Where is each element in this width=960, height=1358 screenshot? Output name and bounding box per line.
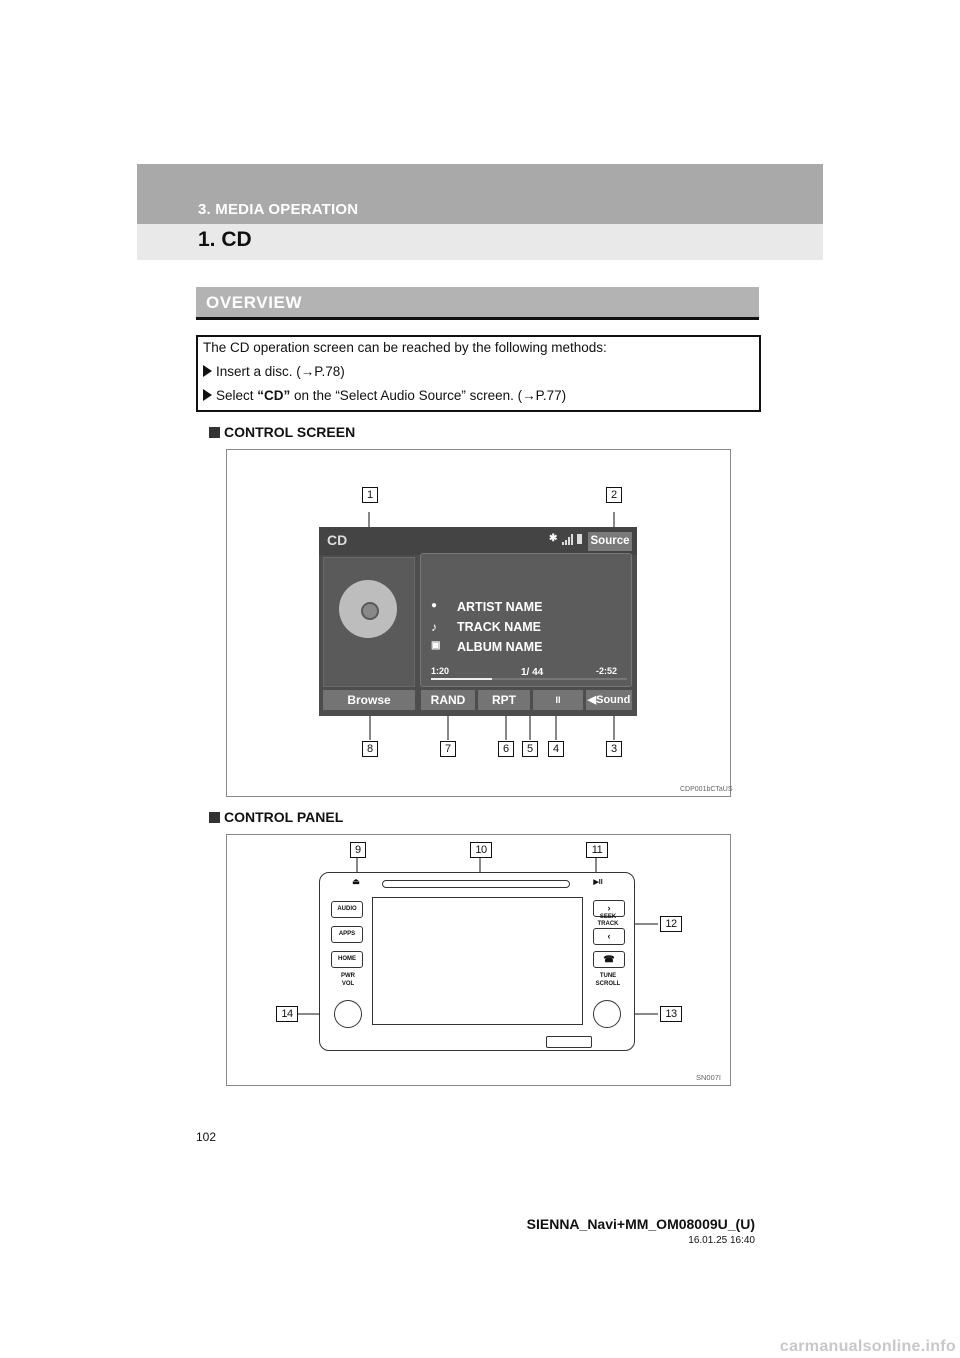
seek-label: SEEK xyxy=(599,914,617,920)
overview-intro: The CD operation screen can be reached by the following methods: xyxy=(203,340,607,355)
scroll-label: SCROLL xyxy=(595,981,621,987)
album-name: ALBUM NAME xyxy=(457,640,543,654)
eject-button[interactable]: ⏏ xyxy=(352,877,360,886)
phone-button[interactable]: ☎ xyxy=(593,951,625,968)
random-button[interactable]: RAND xyxy=(421,690,475,710)
power-label: PWR xyxy=(341,973,355,979)
seek-up-button[interactable]: › xyxy=(593,900,625,917)
battery-icon xyxy=(577,534,582,544)
section-label: 3. MEDIA OPERATION xyxy=(198,201,359,218)
source-button[interactable]: Source xyxy=(588,532,632,551)
callout-7: 7 xyxy=(440,741,456,757)
callout-6: 6 xyxy=(498,741,514,757)
elapsed-time: 1:20 xyxy=(431,666,450,676)
callout-1: 1 xyxy=(362,487,378,503)
control-screen-heading: CONTROL SCREEN xyxy=(209,424,355,440)
callout-4: 4 xyxy=(548,741,564,757)
volume-label: VOL xyxy=(341,981,355,987)
repeat-button[interactable]: RPT xyxy=(478,690,530,710)
overview-title: OVERVIEW xyxy=(206,293,303,312)
document-timestamp: 16.01.25 16:40 xyxy=(688,1235,755,1246)
progress-fill xyxy=(431,678,492,680)
square-bullet-icon xyxy=(209,427,220,438)
progress-track[interactable] xyxy=(431,678,627,680)
page-number: 102 xyxy=(196,1130,217,1144)
pause-button[interactable]: II xyxy=(533,690,583,710)
callout-11: 11 xyxy=(586,842,608,858)
control-panel-heading: CONTROL PANEL xyxy=(209,809,343,825)
figure-code: SN007I xyxy=(696,1073,722,1082)
panel-display[interactable] xyxy=(372,897,583,1025)
seek-down-button[interactable]: ‹ xyxy=(593,928,625,945)
track-icon: ♪ xyxy=(431,620,437,634)
tune-label: TUNE xyxy=(599,973,617,979)
bluetooth-icon: ✱ xyxy=(549,533,558,544)
callout-3: 3 xyxy=(606,741,622,757)
watermark: carmanualsonline.info xyxy=(779,1338,956,1355)
screen-title: CD xyxy=(327,532,348,548)
callout-12: 12 xyxy=(660,916,682,932)
callout-8: 8 xyxy=(362,741,378,757)
overview-method-1: Insert a disc. (→P.78) xyxy=(203,364,345,379)
track-name: TRACK NAME xyxy=(457,620,542,634)
sound-button[interactable]: ◀Sound xyxy=(586,690,632,710)
album-icon: ▣ xyxy=(431,640,441,651)
callout-5: 5 xyxy=(522,741,538,757)
bullet-arrow-icon xyxy=(203,389,212,401)
page-title: 1. CD xyxy=(198,228,252,251)
signal-icon xyxy=(562,534,574,545)
document-id: SIENNA_Navi+MM_OM08009U_(U) xyxy=(526,1216,755,1232)
artist-icon: ● xyxy=(431,600,438,611)
square-bullet-icon xyxy=(209,812,220,823)
apps-button[interactable]: APPS xyxy=(331,926,363,943)
home-button[interactable]: HOME xyxy=(331,951,363,968)
tune-scroll-knob[interactable] xyxy=(593,1000,621,1028)
callout-14: 14 xyxy=(276,1006,298,1022)
callout-10: 10 xyxy=(470,842,492,858)
figure-code: CDP001bCTaUS xyxy=(680,786,733,793)
audio-button[interactable]: AUDIO xyxy=(331,901,363,918)
overview-method-2: Select “CD” on the “Select Audio Source” screen. (→P.77) xyxy=(203,388,566,403)
callout-2: 2 xyxy=(606,487,622,503)
callout-9: 9 xyxy=(350,842,366,858)
callout-13: 13 xyxy=(660,1006,682,1022)
sd-card-slot xyxy=(546,1036,592,1048)
artist-name: ARTIST NAME xyxy=(457,600,543,614)
album-art-panel xyxy=(323,557,415,687)
play-pause-button[interactable]: ▶II xyxy=(593,879,603,886)
disc-slot xyxy=(382,880,570,888)
power-volume-knob[interactable] xyxy=(334,1000,362,1028)
remaining-time: -2:52 xyxy=(596,666,618,676)
track-count: 1/ 44 xyxy=(521,667,544,678)
browse-button[interactable]: Browse xyxy=(323,690,415,710)
bullet-arrow-icon xyxy=(203,365,212,377)
cd-screen xyxy=(319,527,637,716)
track-label: TRACK xyxy=(597,921,619,927)
